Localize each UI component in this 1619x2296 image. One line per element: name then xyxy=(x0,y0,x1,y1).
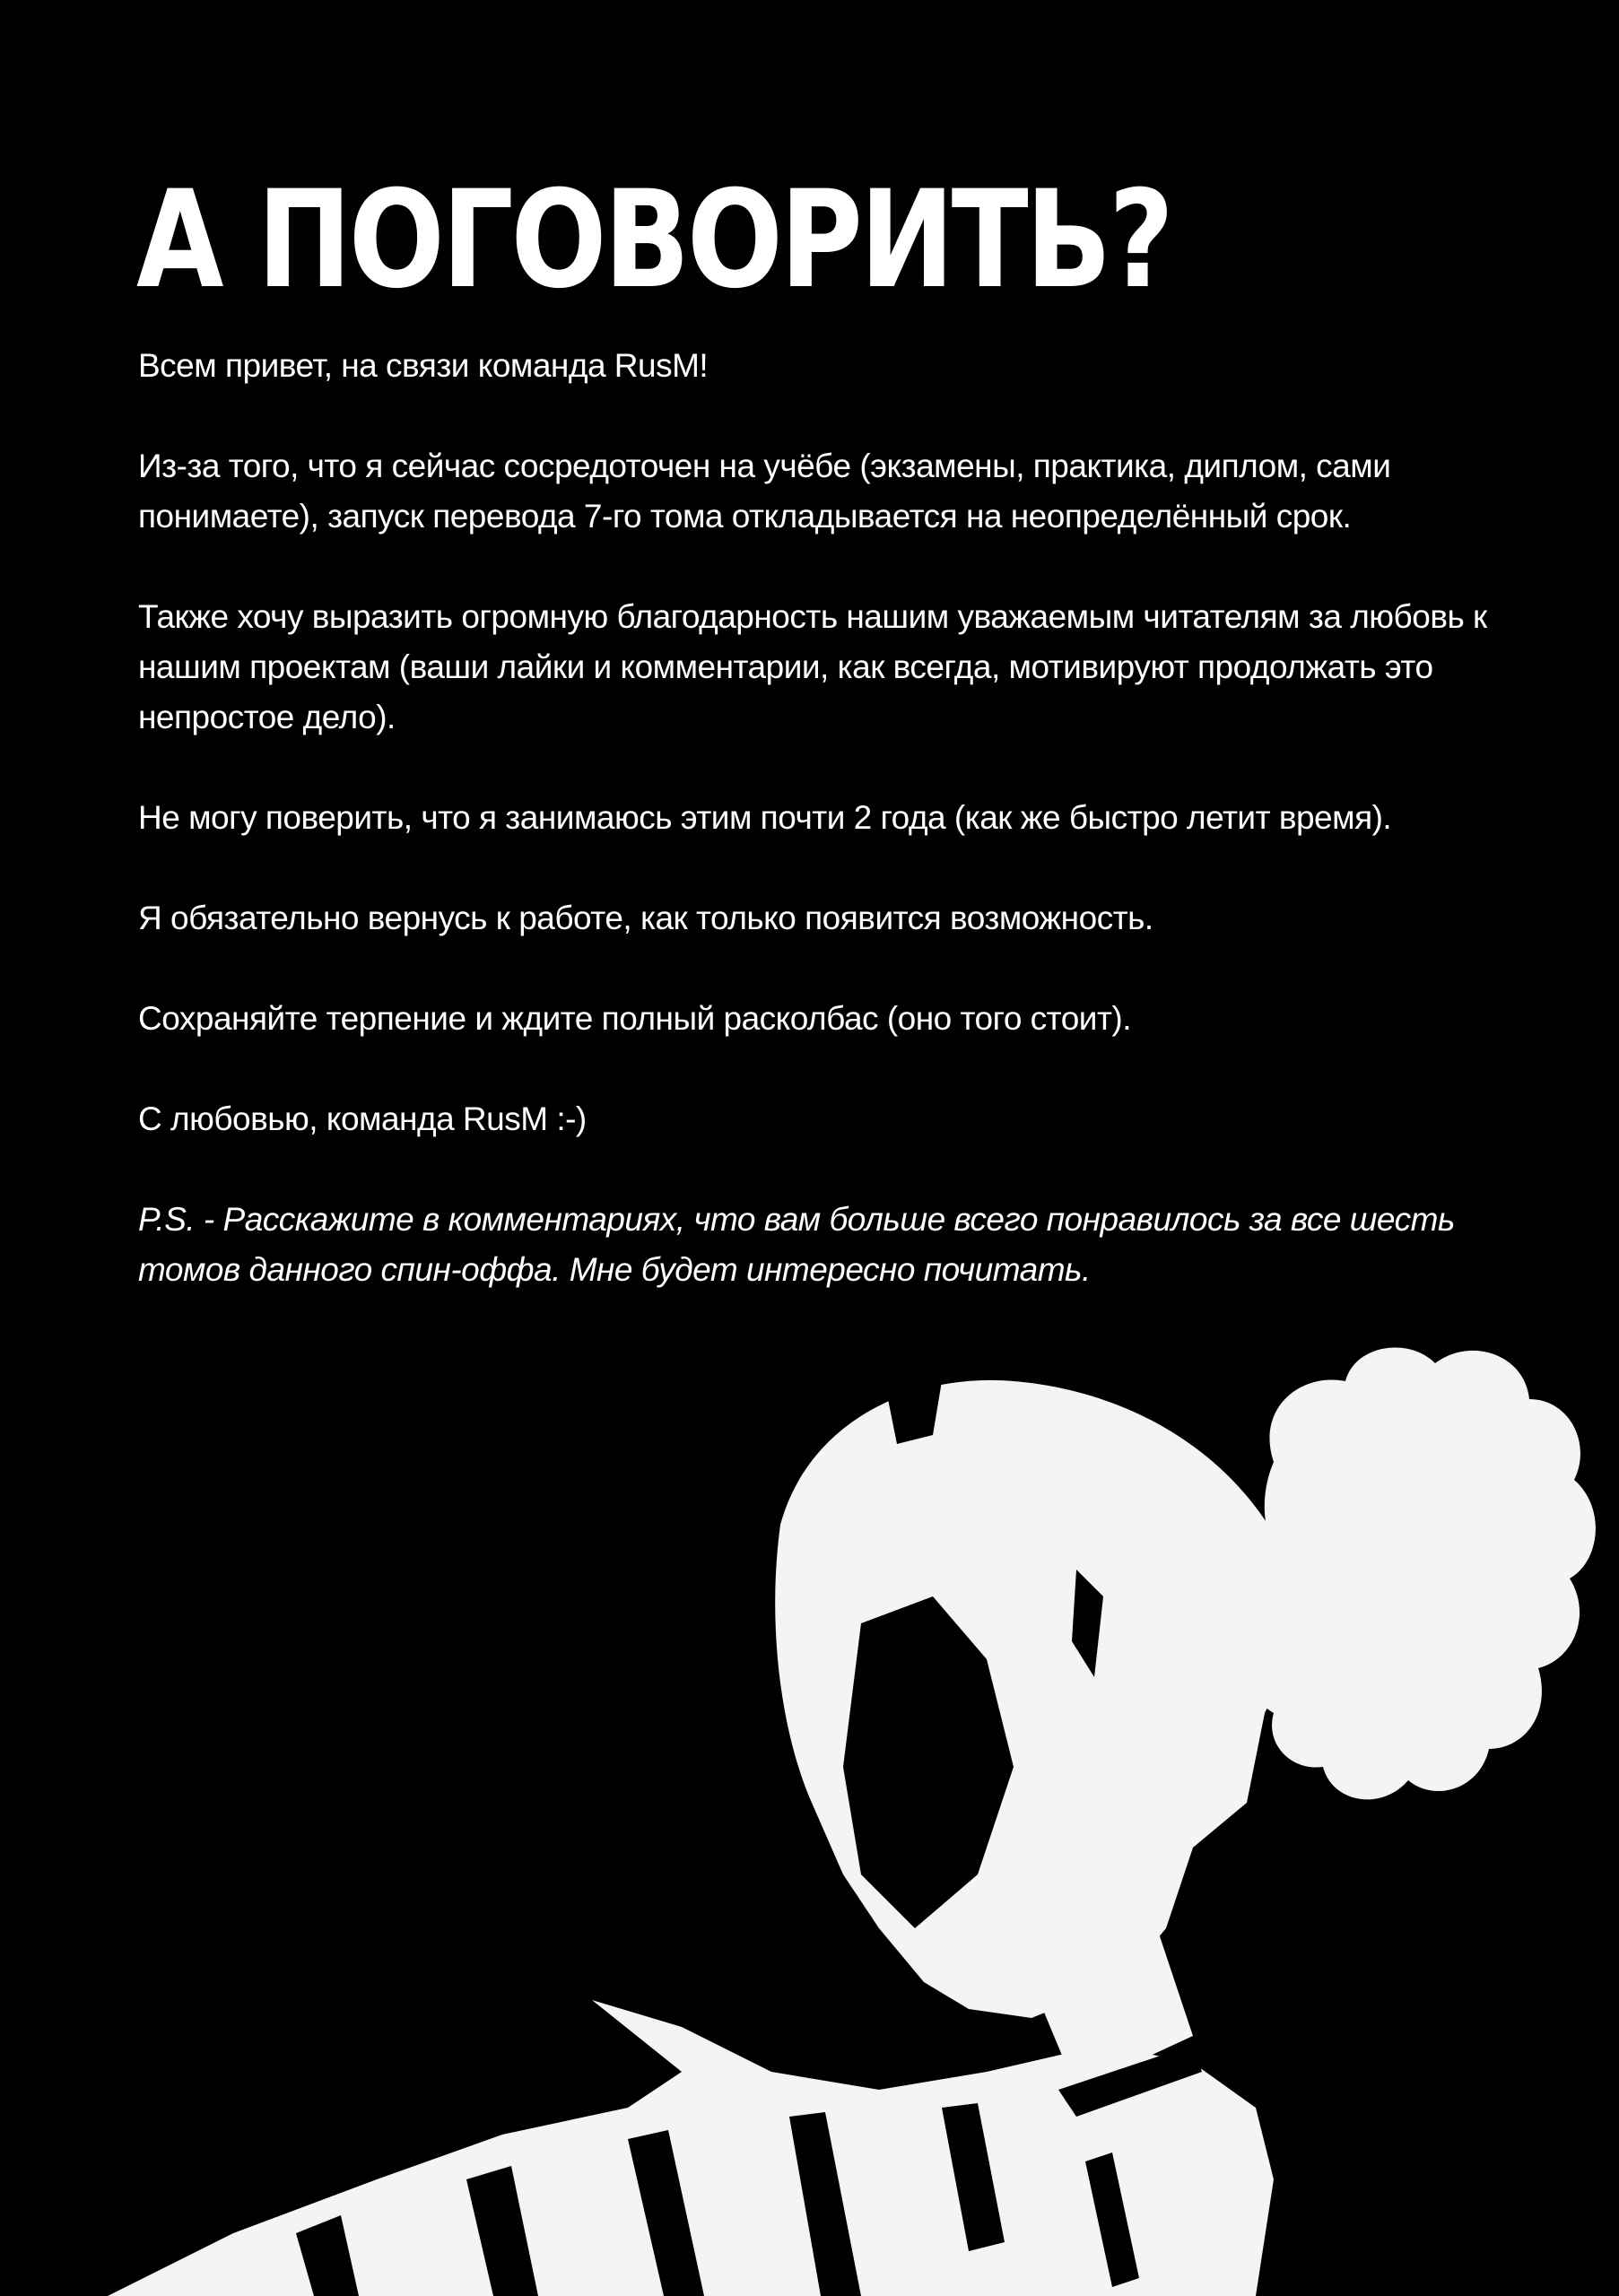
page-title: А ПОГОВОРИТЬ? xyxy=(136,162,1171,318)
message-body xyxy=(138,341,1537,1345)
paragraph-patience: Сохраняйте терпение и ждите полный расколбас (оно того стоит). xyxy=(138,1000,1132,1037)
paragraph-return: Я обязательно вернусь к работе, как только появится возможность. xyxy=(138,900,1153,936)
paragraph-thanks: Также хочу выразить огромную благодарность нашим уважаемым читателям за любовь к нашим проектам (ваши лайки и комментарии, как всегда, мотивируют продолжать это непростое дело). xyxy=(138,598,1487,735)
paragraph-greeting: Всем привет, на связи команда RusM! xyxy=(138,347,709,384)
anime-character-silhouette-icon xyxy=(0,1300,1619,2296)
paragraph-signature: С любовью, команда RusM :-) xyxy=(138,1100,587,1137)
paragraph-delay: Из-за того, что я сейчас сосредоточен на учёбе (экзамены, практика, диплом, сами понимаете), запуск перевода 7-го тома откладывается на неопределённый срок. xyxy=(138,448,1391,535)
postscript: P.S. - Расскажите в комментариях, что вам больше всего понравилось за все шесть томов данного спин-оффа. Мне будет интересно почитать. xyxy=(138,1201,1455,1288)
paragraph-two-years: Не могу поверить, что я занимаюсь этим почти 2 года (как же быстро летит время). xyxy=(138,799,1392,836)
